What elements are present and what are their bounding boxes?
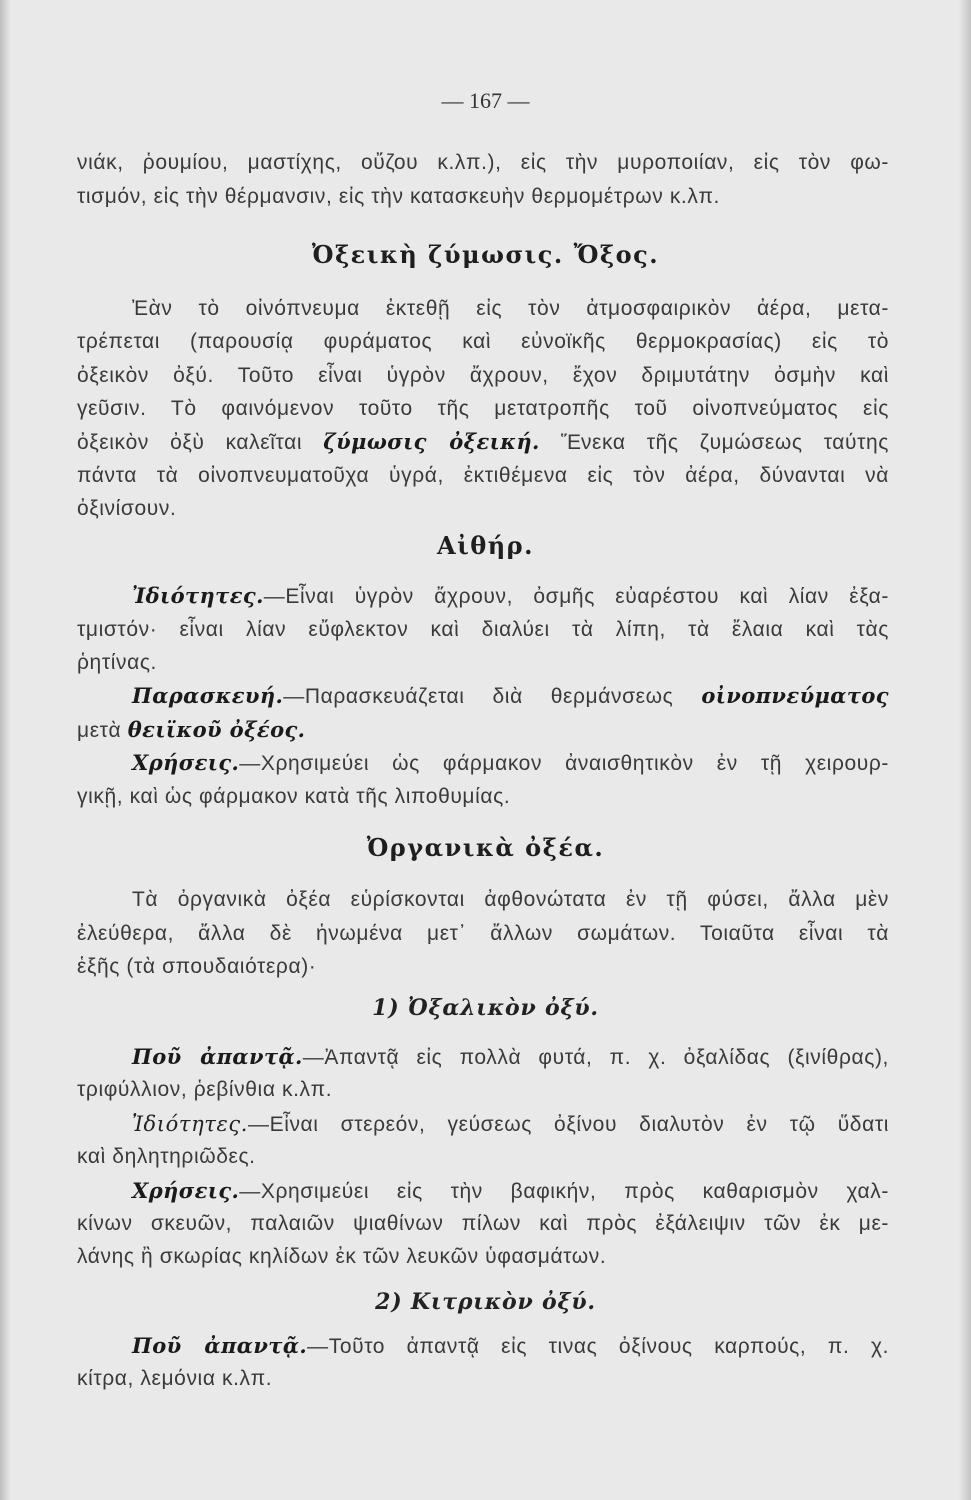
text-line: κίτρα, λεμόνια κ.λπ. (77, 1367, 273, 1390)
text-line (132, 583, 889, 610)
subsection-heading-oxalic: 1) Ὀξαλικὸν ὀξύ. (372, 995, 599, 1021)
text-span: μετὰ (77, 719, 122, 742)
text-span: Ἕνεκα τῆς ζυμώσεως ταύτης (560, 431, 890, 454)
label-where-found: Ποῦ ἀπαντᾷ. (132, 1333, 308, 1358)
text-line: Τὰ ὀργανικὰ ὀξέα εὑρίσκονται ἀφθονώτατα ἐν τῇ φύσει, ἄλλα μὲν (132, 888, 889, 911)
label-uses: Χρήσεις. (132, 750, 240, 775)
term-sulfuric-acid: θειϊκοῦ ὀξέος. (127, 717, 306, 742)
label-uses: Χρήσεις. (132, 1178, 240, 1203)
label-where-found: Ποῦ ἀπαντᾷ. (132, 1044, 303, 1069)
text-line: καὶ δηλητηριῶδες. (77, 1145, 256, 1168)
text-line: ἐλεύθερα, ἄλλα δὲ ἡνωμένα μετ᾽ ἄλλων σωμάτων. Τοιαῦτα εἶναι τὰ (77, 922, 889, 945)
text-line: ὀξινίσουν. (77, 497, 177, 520)
page-number: — 167 — (441, 88, 530, 113)
text-line: ὀξεικὸν ὀξύ. Τοῦτο εἶναι ὑγρὸν ἄχρουν, ἔχον δριμυτάτην ὀσμὴν καὶ (77, 364, 889, 387)
text-line: λάνης ἢ σκωρίας κηλίδων ἐκ τῶν λευκῶν ὑφασμάτων. (77, 1245, 607, 1268)
text-line: τρέπεται (παρουσίᾳ φυράματος καὶ εὐνοϊκῆς θερμοκρασίας) εἰς τὸ (77, 330, 889, 353)
section-heading-organic-acids: Ὀργανικὰ ὀξέα. (366, 833, 605, 862)
text-line: τισμόν, εἰς τὴν θέρμανσιν, εἰς τὴν κατασκευὴν θερμομέτρων κ.λπ. (77, 185, 720, 208)
text-span: ὀξεικὸν ὀξὺ καλεῖται (77, 431, 303, 454)
text-line: τριφύλλιον, ῥεβίνθια κ.λπ. (77, 1078, 333, 1101)
label-properties: Ἰδιότητες. (132, 583, 264, 608)
label-preparation: Παρασκευή. (132, 683, 284, 708)
text-line: νιάκ, ῥουμίου, μαστίχης, οὔζου κ.λπ.), εἰς τὴν μυροποιίαν, εἰς τὸν φω- (77, 151, 889, 174)
text-line (132, 1111, 889, 1138)
page-edge-left (0, 0, 10, 1500)
text-line (132, 1178, 889, 1205)
text-line: κίνων σκευῶν, παλαιῶν ψιαθίνων πίλων καὶ πρὸς ἐξάλειψιν τῶν ἐκ με- (77, 1212, 889, 1235)
text-span: —Χρησιμεύει ὡς φάρμακον ἀναισθητικὸν ἐν τῇ χειρουρ- (239, 752, 889, 775)
text-line (132, 1333, 889, 1360)
page-edge-right (959, 0, 971, 1500)
label-properties: Ἰδιότητες. (132, 1112, 248, 1136)
text-line: πάντα τὰ οἰνοπνευματοῦχα ὑγρά, ἐκτιθέμενα εἰς τὸν ἀέρα, δύνανται νὰ (77, 464, 889, 487)
text-line: γεῦσιν. Τὸ φαινόμενον τοῦτο τῆς μετατροπῆς τοῦ οἰνοπνεύματος εἰς (77, 397, 889, 420)
text-line: τμιστόν· εἶναι λίαν εὔφλεκτον καὶ διαλύει τὰ λίπη, τὰ ἔλαια καὶ τὰς (77, 618, 889, 641)
section-heading-acetic: Ὀξεικὴ ζύμωσις. Ὄξος. (311, 240, 660, 269)
text-span: —Εἶναι ὑγρὸν ἄχρουν, ὀσμῆς εὐαρέστου καὶ λίαν ἐξα- (263, 585, 889, 608)
term-acetic-fermentation: ζύμωσις ὀξεική. (323, 429, 540, 454)
text-line (132, 1044, 889, 1071)
text-span: —Χρησιμεύει εἰς τὴν βαφικήν, πρὸς καθαρισμὸν χαλ- (239, 1180, 889, 1203)
term-alcohol: οἰνοπνεύματος (701, 683, 889, 708)
text-line: ἑξῆς (τὰ σπουδαιότερα)· (77, 955, 317, 978)
text-span: —Εἶναι στερεόν, γεύσεως ὀξίνου διαλυτὸν ἐν τῷ ὕδατι (247, 1113, 889, 1136)
text-line (77, 717, 889, 744)
text-span: —Παρασκευάζεται διὰ θερμάνσεως (283, 685, 674, 708)
text-line: Ἐὰν τὸ οἰνόπνευμα ἐκτεθῇ εἰς τὸν ἀτμοσφαιρικὸν ἀέρα, μετα- (132, 297, 889, 320)
text-line: γικῇ, καὶ ὡς φάρμακον κατὰ τῆς λιποθυμίας. (77, 785, 511, 808)
text-line (132, 750, 889, 777)
text-line: ῥητίνας. (77, 651, 157, 674)
text-span: —Τοῦτο ἀπαντᾷ εἰς τινας ὀξίνους καρπούς, π. χ. (307, 1335, 889, 1358)
text-line (77, 429, 889, 456)
text-span: —Ἀπαντᾷ εἰς πολλὰ φυτά, π. χ. ὀξαλίδας (ξινίθρας), (302, 1046, 889, 1069)
subsection-heading-citric: 2) Κιτρικὸν ὀξύ. (375, 1289, 596, 1315)
section-heading-ether: Αἰθήρ. (436, 531, 534, 560)
text-line (132, 683, 889, 710)
